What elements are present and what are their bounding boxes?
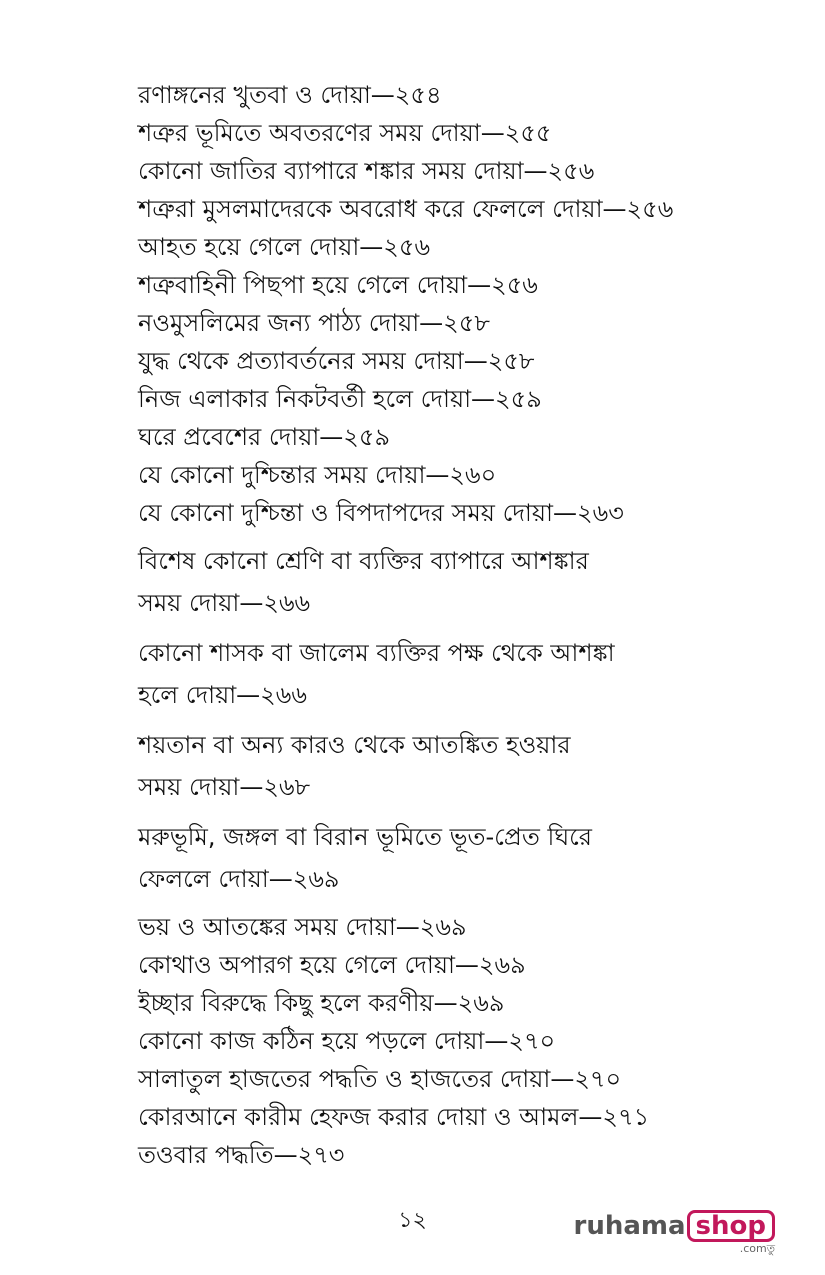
toc-entry-line: নওমুসলিমের জন্য পাঠ্য দোয়া—২৫৮ — [138, 309, 490, 337]
logo-suffix: .comতু — [739, 1242, 775, 1255]
toc-entry-line: যুদ্ধ থেকে প্রত্যাবর্তনের সময় দোয়া—২৫৮ — [138, 347, 535, 375]
toc-entry — [138, 540, 778, 624]
logo-shop-box — [687, 1210, 775, 1255]
toc-entry — [138, 228, 778, 266]
toc-entry — [138, 984, 778, 1022]
toc-entry-line: যে কোনো দুশ্চিন্তা ও বিপদাপদের সময় দোয়া—২৬৩ — [138, 499, 624, 527]
toc-entry-line: ফেললে দোয়া—২৬৯ — [138, 865, 340, 893]
toc-entry-line: শত্রুবাহিনী পিছপা হয়ে গেলে দোয়া—২৫৬ — [138, 271, 538, 299]
toc-entry — [138, 152, 778, 190]
toc-entry-line: শত্রুরা মুসলমাদেরকে অবরোধ করে ফেললে দোয়া—২৫৬ — [138, 195, 674, 223]
toc-entry-line: ইচ্ছার বিরুদ্ধে কিছু হলে করণীয়—২৬৯ — [138, 989, 505, 1017]
toc-entry-line: আহত হয়ে গেলে দোয়া—২৫৬ — [138, 233, 431, 261]
toc-entry — [138, 908, 778, 946]
toc-entry — [138, 190, 778, 228]
logo-name: ruhama — [573, 1211, 686, 1241]
table-of-contents — [138, 76, 778, 1174]
toc-entry — [138, 946, 778, 984]
toc-entry-line: বিশেষ কোনো শ্রেণি বা ব্যক্তির ব্যাপারে আশঙ্কার — [138, 547, 589, 575]
toc-entry — [138, 632, 778, 716]
toc-entry-line: যে কোনো দুশ্চিন্তার সময় দোয়া—২৬০ — [138, 461, 497, 489]
toc-entry-line: সময় দোয়া—২৬৬ — [138, 589, 311, 617]
toc-entry-line: সালাতুল হাজতের পদ্ধতি ও হাজতের দোয়া—২৭০ — [138, 1065, 622, 1093]
toc-entry-line: কোনো শাসক বা জালেম ব্যক্তির পক্ষ থেকে আশঙ্কা — [138, 639, 615, 667]
toc-entry-line: ভয় ও আতঙ্কের সময় দোয়া—২৬৯ — [138, 913, 467, 941]
toc-entry — [138, 1136, 778, 1174]
toc-entry — [138, 304, 778, 342]
toc-entry-line: কোথাও অপারগ হয়ে গেলে দোয়া—২৬৯ — [138, 951, 526, 979]
toc-entry-line: হলে দোয়া—২৬৬ — [138, 681, 307, 709]
toc-entry-line: শত্রুর ভূমিতে অবতরণের সময় দোয়া—২৫৫ — [138, 119, 552, 147]
toc-entry-line: সময় দোয়া—২৬৮ — [138, 773, 311, 801]
toc-entry-line: কোরআনে কারীম হেফজ করার দোয়া ও আমল—২৭১ — [138, 1103, 650, 1131]
toc-entry — [138, 724, 778, 808]
toc-entry-line: রণাঙ্গনের খুতবা ও দোয়া—২৫৪ — [138, 81, 442, 109]
toc-entry — [138, 76, 778, 114]
toc-entry — [138, 456, 778, 494]
toc-entry — [138, 418, 778, 456]
toc-entry — [138, 816, 778, 900]
toc-entry — [138, 1060, 778, 1098]
toc-entry-line: নিজ এলাকার নিকটবর্তী হলে দোয়া—২৫৯ — [138, 385, 542, 413]
toc-entry — [138, 266, 778, 304]
toc-entry — [138, 1022, 778, 1060]
toc-entry-line: কোনো জাতির ব্যাপারে শঙ্কার সময় দোয়া—২৫৬ — [138, 157, 595, 185]
toc-entry — [138, 380, 778, 418]
toc-entry-line: তওবার পদ্ধতি—২৭৩ — [138, 1141, 345, 1169]
toc-entry — [138, 114, 778, 152]
logo-shop: shop — [687, 1210, 775, 1242]
toc-entry-line: ঘরে প্রবেশের দোয়া—২৫৯ — [138, 423, 391, 451]
toc-entry — [138, 494, 778, 532]
toc-entry-line: মরুভূমি, জঙ্গল বা বিরান ভূমিতে ভূত-প্রেত ঘিরে — [138, 823, 592, 851]
page-number: ১২ — [398, 1208, 427, 1233]
toc-entry — [138, 1098, 778, 1136]
toc-entry — [138, 342, 778, 380]
toc-entry-line: শয়তান বা অন্য কারও থেকে আতঙ্কিত হওয়ার — [138, 731, 571, 759]
toc-entry-line: কোনো কাজ কঠিন হয়ে পড়লে দোয়া—২৭০ — [138, 1027, 556, 1055]
ruhamashop-logo — [574, 1210, 776, 1255]
